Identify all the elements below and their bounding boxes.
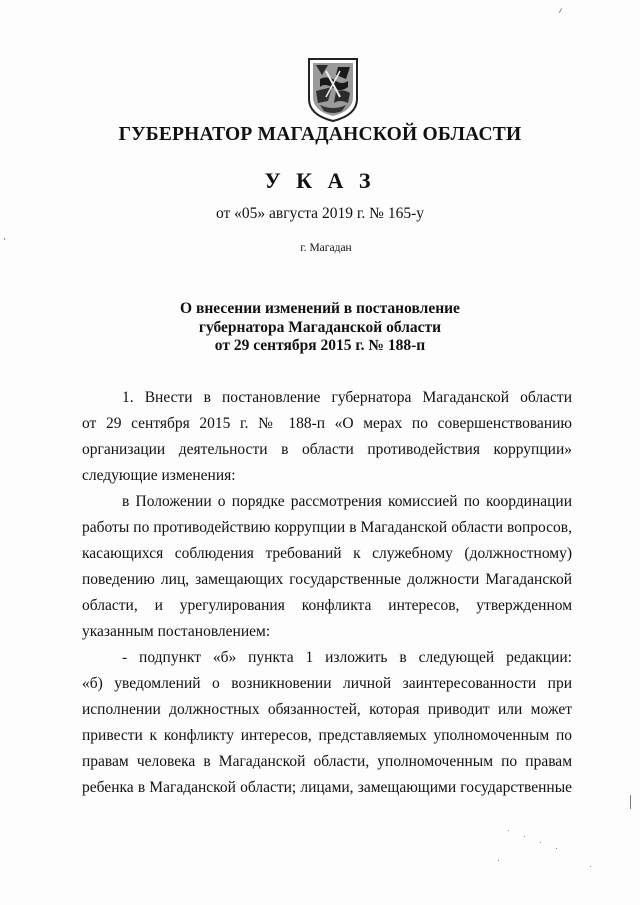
body-line: указанным постановлением: [82,623,271,640]
body-line: области, и урегулирования конфликта интересов, утвержденном [82,597,572,614]
document-date-number: от «05» августа 2019 г. № 165-у [215,205,425,222]
document-city: г. Магадан [300,242,352,254]
body-line: поведению лиц, замещающих государственные должности Магаданской [82,571,572,588]
subject-line: губернатора Магаданской области [198,318,442,336]
body-line: - подпункт «б» пункта 1 изложить в следующей редакции: [122,649,572,666]
issuing-authority: ГУБЕРНАТОР МАГАДАНСКОЙ ОБЛАСТИ [118,124,522,145]
body-line: касающихся соблюдения требований к служебному (должностному) [82,545,572,562]
body-line: 1. Внести в постановление губернатора Магаданской области [122,389,572,406]
coat-of-arms-icon [306,57,360,123]
scan-artifact [508,830,509,831]
body-line: следующие изменения: [82,467,236,484]
body-line: работы по противодействию коррупции в Магаданской области вопросов, [82,519,572,536]
body-line: привести к конфликту интересов, представляемых уполномоченным по [82,727,572,744]
body-line: исполнении должностных обязанностей, которая приводит или может [82,701,572,718]
scan-artifact [556,848,557,849]
body-line: ребенка в Магаданской области; лицами, замещающими государственные [82,779,572,796]
document-type: У К А З [264,168,376,193]
scan-artifact [498,860,499,861]
body-line: «б) уведомлений о возникновении личной заинтересованности при [82,675,572,692]
body-line: от 29 сентября 2015 г. № 188-п «О мерах по совершенствованию [82,415,572,432]
body-line: организации деятельности в области противодействия коррупции» [82,441,572,458]
subject-line: О внесении изменений в постановление [180,300,460,317]
scan-artifact [559,8,562,13]
body-line: в Положении о порядке рассмотрения комиссией по координации [122,493,572,510]
scan-artifact [4,238,5,240]
scan-artifact [630,795,631,809]
scan-artifact [590,866,591,867]
scan-artifact [540,842,541,843]
scan-artifact [524,836,525,837]
body-line: правам человека в Магаданской области, уполномоченным по правам [82,753,572,770]
document-subject [0,300,640,356]
subject-line: от 29 сентября 2015 г. № 188-п [214,337,426,354]
